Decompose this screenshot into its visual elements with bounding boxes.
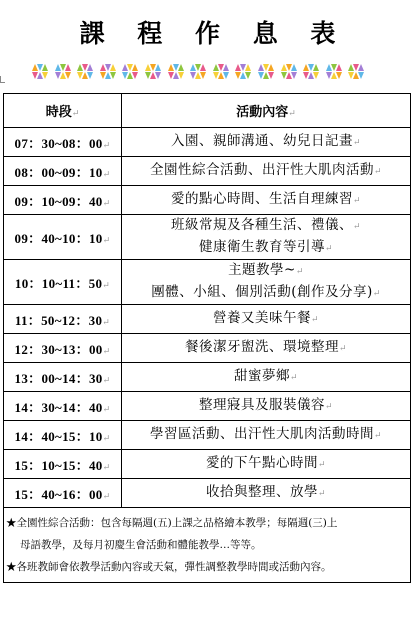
activity-text: 入園、親師溝通、幼兒日記畫↵ bbox=[170, 133, 362, 149]
activity-text: 愛的點心時間、生活自理練習↵ bbox=[170, 191, 362, 207]
activity-text: 全園性綜合活動、出汗性大肌肉活動↵ bbox=[149, 162, 383, 178]
header-activity: 活動內容↵ bbox=[122, 94, 411, 128]
triangle-cluster-icon bbox=[32, 64, 48, 80]
triangle-cluster-icon bbox=[122, 64, 138, 80]
triangle-cluster-icon bbox=[55, 64, 71, 80]
table-row bbox=[4, 421, 411, 450]
time-text: 11：50~12：30 bbox=[14, 312, 103, 328]
table-row bbox=[4, 215, 411, 260]
activity-text: 主題教學~↵ bbox=[228, 262, 304, 278]
activity-text: 班級常規及各種生活、禮儀、↵ bbox=[170, 217, 362, 233]
table-row bbox=[4, 157, 411, 186]
time-cell: 09：40~10：10↵ bbox=[4, 215, 122, 260]
time-text: 15：40~16：00 bbox=[14, 486, 103, 502]
time-cell: 09：10~09：40↵ bbox=[4, 186, 122, 215]
activity-cell bbox=[122, 215, 411, 260]
activity-text: 甜蜜夢鄉↵ bbox=[233, 368, 299, 384]
time-text: 08：00~09：10 bbox=[14, 164, 103, 180]
triangle-cluster-icon bbox=[145, 64, 161, 80]
activity-cell bbox=[122, 186, 411, 215]
schedule-table bbox=[3, 93, 411, 583]
activity-cell bbox=[122, 305, 411, 334]
time-cell: 14：30~14：40↵ bbox=[4, 392, 122, 421]
table-row bbox=[4, 363, 411, 392]
header-time: 時段↵ bbox=[4, 94, 122, 128]
note-text: ★全園性綜合活動：包含每隔週(五)上課之品格繪本教學；每隔週(三)上 bbox=[6, 517, 338, 529]
activity-cell bbox=[122, 450, 411, 479]
time-cell: 08：00~09：10↵ bbox=[4, 157, 122, 186]
activity-cell bbox=[122, 157, 411, 186]
time-text: 12：30~13：00 bbox=[14, 341, 103, 357]
time-cell: 14：40~15：10↵ bbox=[4, 421, 122, 450]
time-text: 09：40~10：10 bbox=[14, 230, 103, 246]
triangle-cluster-icon bbox=[235, 64, 251, 80]
activity-cell bbox=[122, 363, 411, 392]
note-text: ★各班教師會依教學活動內容或天氣，彈性調整教學時間或活動內容。 bbox=[6, 561, 332, 573]
activity-cell bbox=[122, 128, 411, 157]
activity-cell bbox=[122, 260, 411, 305]
table-row bbox=[4, 334, 411, 363]
activity-cell bbox=[122, 392, 411, 421]
time-cell: 15：10~15：40↵ bbox=[4, 450, 122, 479]
notes-row bbox=[4, 508, 411, 583]
table-row bbox=[4, 479, 411, 508]
table-row bbox=[4, 260, 411, 305]
note-text: 母語教學，及每月初慶生會活動和體能教學…等等。 bbox=[20, 539, 262, 551]
table-row bbox=[4, 392, 411, 421]
time-cell: 11：50~12：30↵ bbox=[4, 305, 122, 334]
activity-cell bbox=[122, 421, 411, 450]
table-row bbox=[4, 186, 411, 215]
time-text: 14：40~15：10 bbox=[14, 428, 103, 444]
notes-cell bbox=[4, 508, 411, 583]
page-title: 課 程 作 息 表 bbox=[79, 19, 348, 48]
triangle-cluster-icon bbox=[190, 64, 206, 80]
time-cell: 12：30~13：00↵ bbox=[4, 334, 122, 363]
table-row bbox=[4, 450, 411, 479]
triangle-cluster-icon bbox=[168, 64, 184, 80]
activity-text: 整理寢具及服裝儀容↵ bbox=[198, 397, 334, 413]
activity-cell bbox=[122, 479, 411, 508]
table-row bbox=[4, 305, 411, 334]
table-row bbox=[4, 128, 411, 157]
time-text: 14：30~14：40 bbox=[14, 399, 103, 415]
triangle-cluster-icon bbox=[281, 64, 297, 80]
triangle-cluster-icon bbox=[348, 64, 364, 80]
triangle-cluster-icon bbox=[100, 64, 116, 80]
triangle-cluster-icon bbox=[77, 64, 93, 80]
time-text: 15：10~15：40 bbox=[14, 457, 103, 473]
decorative-banner bbox=[32, 64, 388, 84]
activity-cell bbox=[122, 334, 411, 363]
time-cell: 13：00~14：30↵ bbox=[4, 363, 122, 392]
time-text: 10：10~11：50 bbox=[14, 275, 103, 291]
time-text: 07：30~08：00 bbox=[14, 135, 103, 151]
triangle-cluster-icon bbox=[213, 64, 229, 80]
time-text: 09：10~09：40 bbox=[14, 193, 103, 209]
time-cell: 10：10~11：50↵ bbox=[4, 260, 122, 305]
activity-text: 愛的下午點心時間↵ bbox=[205, 455, 327, 471]
triangle-cluster-icon bbox=[303, 64, 319, 80]
triangle-cluster-icon bbox=[326, 64, 342, 80]
activity-text: 營養又美味午餐↵ bbox=[212, 310, 320, 326]
activity-text: 餐後潔牙盥洗、環境整理↵ bbox=[184, 339, 348, 355]
margin-corner-mark bbox=[0, 76, 5, 83]
activity-text: 團體、小組、個別活動(創作及分享)↵ bbox=[151, 284, 381, 300]
activity-text: 學習區活動、出汗性大肌肉活動時間↵ bbox=[149, 426, 383, 442]
triangle-cluster-icon bbox=[258, 64, 274, 80]
activity-text: 健康衛生教育等引導↵ bbox=[198, 239, 334, 255]
table-header-row bbox=[4, 94, 411, 128]
time-cell: 15：40~16：00↵ bbox=[4, 479, 122, 508]
time-text: 13：00~14：30 bbox=[14, 370, 103, 386]
activity-text: 收拾與整理、放學↵ bbox=[205, 484, 327, 500]
time-cell: 07：30~08：00↵ bbox=[4, 128, 122, 157]
